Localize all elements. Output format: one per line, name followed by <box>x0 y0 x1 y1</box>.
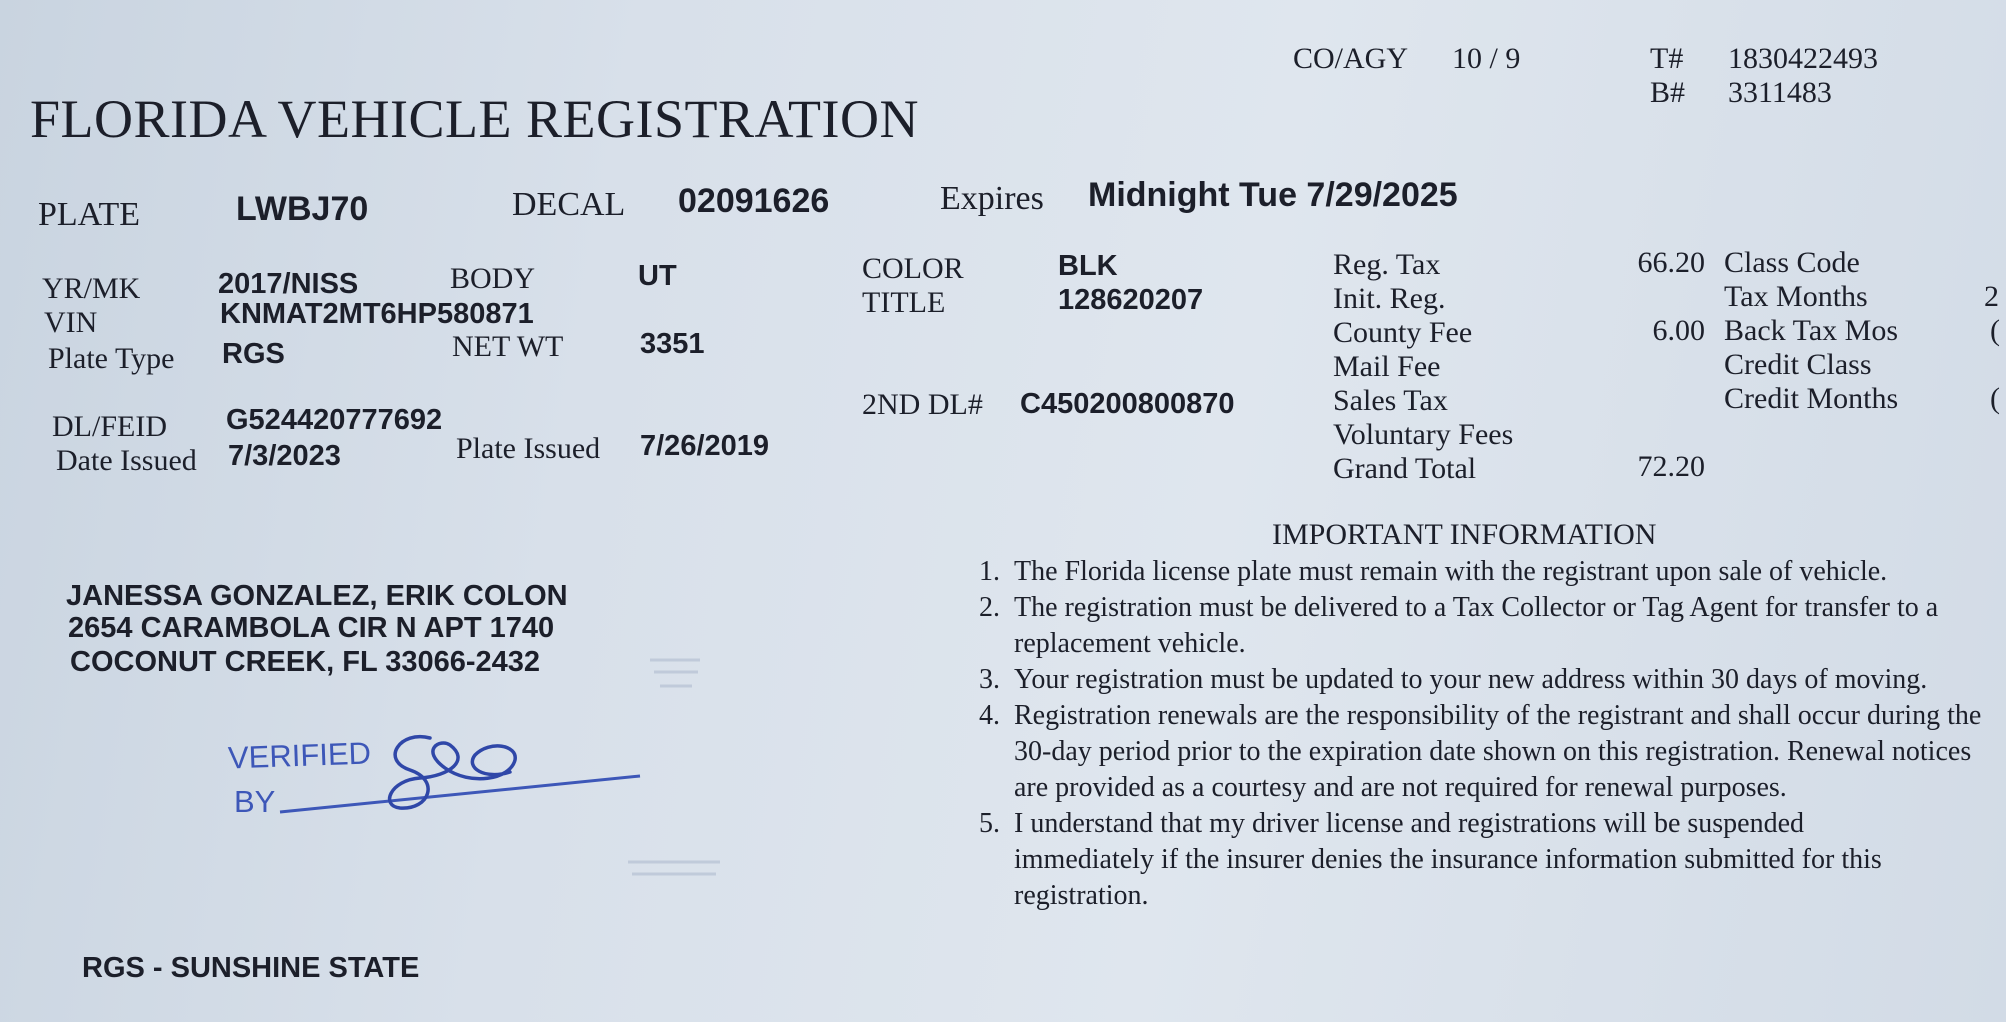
info-item <box>954 698 1998 806</box>
color-label: COLOR <box>862 252 964 285</box>
body-label: BODY <box>450 262 536 295</box>
fee-label: Reg. Tax <box>1333 248 1441 281</box>
faint-mark-icon <box>620 850 730 890</box>
back-tax-mos-label: Back Tax Mos <box>1724 314 1898 347</box>
dl-feid-label: DL/FEID <box>52 410 167 443</box>
decal-value: 02091626 <box>678 182 830 220</box>
plate-type-value: RGS <box>222 338 285 370</box>
second-dl-value: C450200800870 <box>1020 388 1235 420</box>
plate-name: RGS - SUNSHINE STATE <box>82 952 420 984</box>
class-code-label: Class Code <box>1724 246 1860 279</box>
t-number-label: T# <box>1650 42 1684 75</box>
fee-label: Mail Fee <box>1333 350 1441 383</box>
info-item <box>954 806 1998 914</box>
signature-icon <box>270 720 650 820</box>
grand-total-label: Grand Total <box>1333 452 1477 485</box>
fee-amount: 6.00 <box>1652 314 1705 347</box>
info-text: I understand that my driver license and registrations will be suspended immediately if the insurer denies the insurance information submitted for this registration. <box>1014 808 1882 911</box>
address-line: 2654 CARAMBOLA CIR N APT 1740 <box>68 612 555 644</box>
plate-issued-value: 7/26/2019 <box>640 430 770 462</box>
date-issued-value: 7/3/2023 <box>228 440 341 472</box>
vin-value: KNMAT2MT6HP580871 <box>220 298 534 330</box>
expires-label: Expires <box>940 180 1044 217</box>
yrmk-value: 2017/NISS <box>218 268 359 300</box>
t-number-value: 1830422493 <box>1728 42 1878 75</box>
fee-label: Init. Reg. <box>1333 282 1446 315</box>
plate-label: PLATE <box>38 196 140 233</box>
plate-issued-label: Plate Issued <box>456 432 601 465</box>
b-number-label: B# <box>1650 76 1686 109</box>
tax-months-value: 2 <box>1984 280 1999 313</box>
info-number: 4. <box>979 700 1000 731</box>
plate-type-label: Plate Type <box>48 342 175 375</box>
back-tax-mos-value: ( <box>1990 314 2000 347</box>
fee-label: County Fee <box>1333 316 1473 349</box>
fee-label: Sales Tax <box>1333 384 1448 417</box>
info-text: The Florida license plate must remain with the registrant upon sale of vehicle. <box>1014 556 1888 587</box>
decal-label: DECAL <box>512 186 626 223</box>
info-number: 1. <box>979 556 1000 587</box>
info-item <box>954 662 1998 698</box>
info-text: The registration must be delivered to a Tax Collector or Tag Agent for transfer to a replacement vehicle. <box>1014 592 1939 659</box>
info-item <box>954 590 1998 662</box>
title-value: 128620207 <box>1058 284 1204 316</box>
plate-value: LWBJ70 <box>236 190 369 228</box>
yrmk-label: YR/MK <box>42 272 141 305</box>
net-wt-value: 3351 <box>640 328 705 360</box>
info-number: 5. <box>979 808 1000 839</box>
body-value: UT <box>638 260 677 292</box>
info-text: Your registration must be updated to your new address within 30 days of moving. <box>1014 664 1928 695</box>
grand-total-amount: 72.20 <box>1637 450 1705 483</box>
faint-mark-icon <box>640 650 720 700</box>
expires-value: Midnight Tue 7/29/2025 <box>1088 176 1458 214</box>
vin-label: VIN <box>44 306 98 339</box>
important-heading: IMPORTANT INFORMATION <box>1272 518 1657 551</box>
fee-label: Voluntary Fees <box>1333 418 1514 451</box>
co-agy-value: 10 / 9 <box>1452 42 1521 75</box>
credit-months-value: ( <box>1990 382 2000 415</box>
b-number-value: 3311483 <box>1728 76 1832 109</box>
important-list <box>954 554 1998 914</box>
co-agy-label: CO/AGY <box>1293 42 1409 75</box>
credit-months-label: Credit Months <box>1724 382 1899 415</box>
info-number: 2. <box>979 592 1000 623</box>
info-item <box>954 554 1998 590</box>
second-dl-label: 2ND DL# <box>862 388 983 421</box>
title-label: TITLE <box>862 286 946 319</box>
document-title: FLORIDA VEHICLE REGISTRATION <box>30 89 919 149</box>
dl-feid-value: G524420777692 <box>226 404 443 436</box>
info-number: 3. <box>979 664 1000 695</box>
info-text: Registration renewals are the responsibility of the registrant and shall occur during the 30-day period prior to the expiration date shown on this registration. Renewal notices are provided as a courtesy and are not required for renewal purposes. <box>1014 700 1982 803</box>
tax-months-label: Tax Months <box>1724 280 1868 313</box>
credit-class-label: Credit Class <box>1724 348 1872 381</box>
net-wt-label: NET WT <box>452 330 564 363</box>
address-line: COCONUT CREEK, FL 33066-2432 <box>70 646 541 678</box>
verified-by-text: BY <box>234 784 276 819</box>
verified-text: VERIFIED <box>227 735 372 776</box>
fee-amount: 66.20 <box>1637 246 1705 279</box>
date-issued-label: Date Issued <box>56 444 197 477</box>
address-line: JANESSA GONZALEZ, ERIK COLON <box>66 580 568 612</box>
color-value: BLK <box>1058 250 1118 282</box>
